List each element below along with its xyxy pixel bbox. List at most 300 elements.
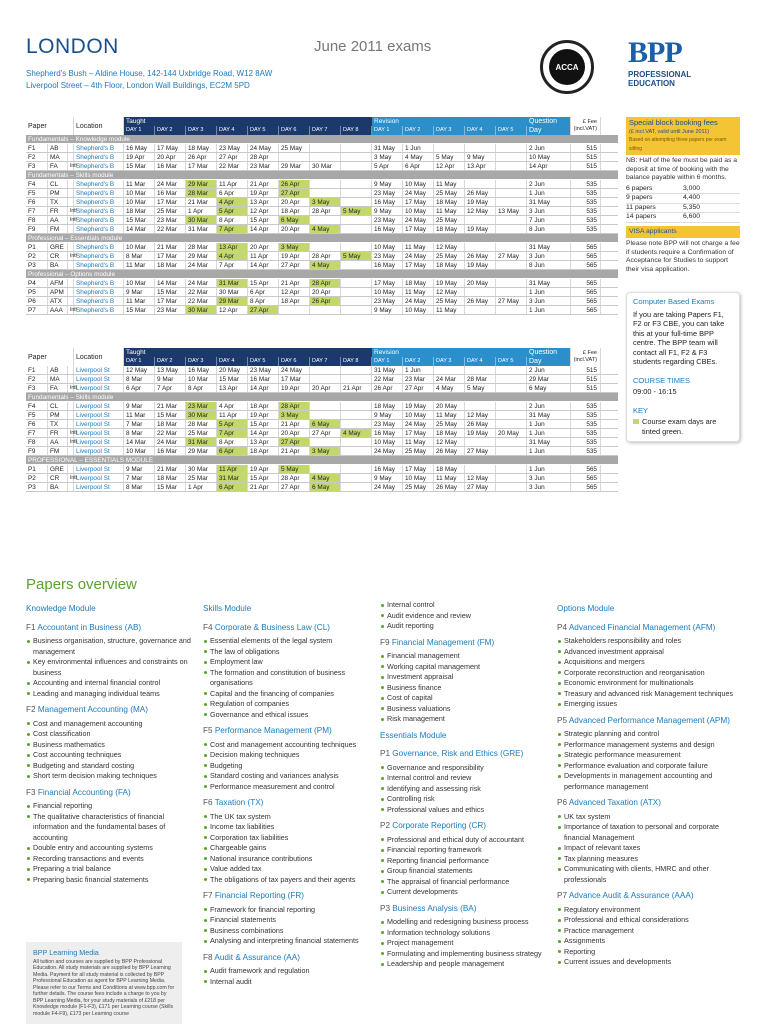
revision-day: 10 May xyxy=(372,243,403,251)
taught-day: 17 Mar xyxy=(155,252,186,260)
taught-day: 13 May xyxy=(155,366,186,374)
revision-day: 10 May xyxy=(403,411,434,419)
paper-name: FR xyxy=(48,207,68,215)
taught-day: 11 Apr xyxy=(217,465,248,473)
revision-day: 12 May xyxy=(434,288,465,296)
taught-day: 4 Apr xyxy=(217,252,248,260)
table-row xyxy=(26,153,618,162)
fee: 535 xyxy=(571,198,601,206)
module-title: Skills Module xyxy=(203,604,252,613)
revision-day: 23 May xyxy=(372,216,403,224)
taught-day: 5 May xyxy=(341,207,372,215)
fee-papers: 14 papers xyxy=(626,213,657,220)
paper-heading-name: Accountant in Business (AB) xyxy=(37,622,142,632)
revision-day: 25 May xyxy=(434,297,465,305)
table-row xyxy=(26,198,618,207)
paper-heading-name: Audit & Assurance (AA) xyxy=(214,952,300,962)
location: Liverpool St xyxy=(74,375,124,383)
visa-text: Please note BPP will not charge a fee if students require a Confirmation of Acceptance for Studies to support their visa application. xyxy=(626,240,740,273)
taught-day: 14 Mar xyxy=(124,438,155,446)
paper-code: F7 xyxy=(26,207,48,215)
table-row xyxy=(26,189,618,198)
paper-code: F8 xyxy=(26,438,48,446)
paper-name: APM xyxy=(48,288,68,296)
revision-day: 12 Apr xyxy=(434,162,465,170)
paper-code: F1 xyxy=(26,144,48,152)
revision-day: 28 Mar xyxy=(465,375,496,383)
header-taught-day: DAY 3 xyxy=(186,126,217,135)
taught-day: 21 Apr xyxy=(279,420,310,428)
bullet-item: Importance of taxation to personal and corporate financial Management xyxy=(557,822,747,843)
paper-heading-code: F7 xyxy=(203,891,213,900)
taught-day: 27 Apr xyxy=(279,261,310,269)
location: Liverpool St xyxy=(74,366,124,374)
taught-day: 21 Mar xyxy=(155,402,186,410)
bullet-item: The qualitative characteristics of financial information and the fundamental bases of accounting xyxy=(26,812,196,844)
revision-day: 16 May xyxy=(372,225,403,233)
paper-name: CR xyxy=(48,474,68,482)
taught-day xyxy=(310,180,341,188)
bullet-item: Risk management xyxy=(380,714,550,725)
bullet-item: Internal control xyxy=(380,600,550,611)
taught-day: 28 Mar xyxy=(186,420,217,428)
taught-day: 6 May xyxy=(310,420,341,428)
paper-code: P1 xyxy=(26,243,48,251)
revision-day xyxy=(465,306,496,314)
revision-day: 3 May xyxy=(372,153,403,161)
bullet-item: Developments in management accounting and performance management xyxy=(557,771,747,792)
header-revision xyxy=(372,348,527,366)
taught-day: 15 Apr xyxy=(248,279,279,287)
table-row xyxy=(26,225,618,234)
taught-day: 28 Mar xyxy=(186,189,217,197)
fee: 535 xyxy=(571,207,601,215)
taught-day: 14 Mar xyxy=(155,279,186,287)
bullet-item: Professional values and ethics xyxy=(380,805,550,816)
taught-day: 8 Apr xyxy=(248,297,279,305)
paper-heading-code: F4 xyxy=(203,622,213,632)
taught-day xyxy=(341,483,372,491)
revision-day: 16 May xyxy=(372,465,403,473)
fee: 515 xyxy=(571,162,601,170)
taught-day: 14 Apr xyxy=(248,384,279,392)
taught-day: 6 Apr xyxy=(217,189,248,197)
addresses xyxy=(26,68,272,92)
header-taught-day: DAY 2 xyxy=(155,126,186,135)
paper-heading xyxy=(557,716,747,727)
bullet-item: Analysing and interpreting financial statements xyxy=(203,936,373,947)
taught-day: 23 Mar xyxy=(186,402,217,410)
taught-day: 10 Mar xyxy=(124,447,155,455)
taught-day: 17 Mar xyxy=(155,297,186,305)
question-day: 1 Jun xyxy=(527,429,571,437)
header-revision-day: DAY 3 xyxy=(434,126,465,135)
header-revision-day: DAY 5 xyxy=(496,357,527,366)
bullet-item: Strategic planning and control xyxy=(557,729,747,740)
location: Shepherd's B xyxy=(74,225,124,233)
cbe-box xyxy=(626,292,740,442)
taught-day: 18 Mar xyxy=(124,207,155,215)
bullet-item: Audit framework and regulation xyxy=(203,966,373,977)
fees-table xyxy=(626,185,740,223)
bullet-item: Working capital management xyxy=(380,662,550,673)
taught-day: 7 Apr xyxy=(217,225,248,233)
revision-day: 11 May xyxy=(434,207,465,215)
paper-heading-name: Management Accounting (MA) xyxy=(37,705,148,714)
bullet-item: The UK tax system xyxy=(203,812,373,823)
revision-day xyxy=(496,411,527,419)
paper-heading xyxy=(203,891,373,902)
bullet-item: Income tax liabilities xyxy=(203,822,373,833)
revision-day xyxy=(434,366,465,374)
paper-heading-name: Taxation (TX) xyxy=(214,798,264,807)
taught-day: 13 Apr xyxy=(217,384,248,392)
paper-heading xyxy=(557,891,747,902)
paper-name: FM xyxy=(48,225,68,233)
taught-day: 16 May xyxy=(124,144,155,152)
revision-day: 26 May xyxy=(465,420,496,428)
taught-day: 21 Apr xyxy=(248,180,279,188)
bullet-item: Performance measurement and control xyxy=(203,782,373,793)
fee: 535 xyxy=(571,447,601,455)
special-fees-note: (£ incl.VAT, valid until June 2011) xyxy=(629,128,710,135)
taught-day xyxy=(341,306,372,314)
bullet-item: Controlling risk xyxy=(380,794,550,805)
paper-heading-code: P6 xyxy=(557,798,568,807)
revision-day: 24 May xyxy=(403,420,434,428)
taught-day: 15 Mar xyxy=(124,162,155,170)
revision-day: 27 Apr xyxy=(403,384,434,392)
paper-heading-name: Governance, Risk and Ethics (GRE) xyxy=(392,749,524,758)
revision-day: 20 May xyxy=(465,279,496,287)
revision-day: 23 May xyxy=(372,252,403,260)
taught-day: 18 May xyxy=(186,144,217,152)
revision-day: 19 May xyxy=(434,279,465,287)
bullet-item: Preparing basic financial statements xyxy=(26,875,196,886)
paper-heading xyxy=(557,623,747,634)
revision-day: 26 May xyxy=(434,483,465,491)
paper-intl: Intl xyxy=(70,475,77,481)
taught-day: 16 Mar xyxy=(155,162,186,170)
taught-day: 3 May xyxy=(310,447,341,455)
paper-heading-code: F2 xyxy=(26,705,36,714)
revision-day: 11 May xyxy=(403,438,434,446)
fee-papers: 9 papers xyxy=(626,194,653,201)
taught-day xyxy=(341,411,372,419)
fee: 535 xyxy=(571,411,601,419)
revision-day: 9 May xyxy=(372,411,403,419)
fee-row xyxy=(626,213,740,223)
header-revision xyxy=(372,117,527,135)
paper-code: P2 xyxy=(26,252,48,260)
location: Shepherd's B xyxy=(74,243,124,251)
revision-day xyxy=(496,216,527,224)
papers-overview-title: Papers overview xyxy=(26,576,137,593)
revision-day xyxy=(496,420,527,428)
taught-day: 26 Apr xyxy=(186,153,217,161)
address-liverpool-street: Liverpool Street – 4th Floor, London Wall Buildings, EC2M 5PD xyxy=(26,81,250,90)
revision-day: 11 May xyxy=(434,474,465,482)
paper-name: AB xyxy=(48,144,68,152)
paper-name: AB xyxy=(48,366,68,374)
paper-heading-code: P5 xyxy=(557,715,568,725)
taught-day: 15 Mar xyxy=(155,411,186,419)
header-revision-day: DAY 5 xyxy=(496,126,527,135)
question-day: 1 Jun xyxy=(527,465,571,473)
fee: 515 xyxy=(571,384,601,392)
taught-day xyxy=(341,225,372,233)
bullet-item: Standard costing and variances analysis xyxy=(203,771,373,782)
bullet-item: Corporate reconstruction and reorganisation xyxy=(557,668,747,679)
paper-name: PM xyxy=(48,411,68,419)
learning-media-title: BPP Learning Media xyxy=(33,948,99,957)
paper-heading-name: Advanced Taxation (ATX) xyxy=(568,798,661,807)
bullet-item: Business mathematics xyxy=(26,740,196,751)
revision-day xyxy=(465,366,496,374)
header-location: Location xyxy=(74,117,124,135)
taught-day: 14 Apr xyxy=(248,429,279,437)
taught-day: 24 Mar xyxy=(186,279,217,287)
taught-day: 5 May xyxy=(341,252,372,260)
revision-day: 18 May xyxy=(403,279,434,287)
fee: 535 xyxy=(571,216,601,224)
bullet-item: Financial reporting framework xyxy=(380,845,550,856)
revision-day xyxy=(465,216,496,224)
paper-name: AAA xyxy=(48,306,68,314)
taught-day xyxy=(341,420,372,428)
revision-day: 11 May xyxy=(434,306,465,314)
taught-day: 24 Mar xyxy=(155,180,186,188)
revision-day: 24 May xyxy=(403,297,434,305)
paper-code: P3 xyxy=(26,483,48,491)
paper-heading-name: Performance Management (PM) xyxy=(214,726,332,735)
bullet-item: Business valuations xyxy=(380,704,550,715)
revision-day: 31 May xyxy=(372,366,403,374)
paper-name: AFM xyxy=(48,279,68,287)
taught-day: 17 Mar xyxy=(186,162,217,170)
header-taught xyxy=(124,348,372,366)
header-revision-days xyxy=(372,357,527,366)
paper-intl: Intl xyxy=(70,163,77,169)
paper-code: P1 xyxy=(26,465,48,473)
bullet-item: Governance and ethical issues xyxy=(203,710,373,721)
bullet-item: Short term decision making techniques xyxy=(26,771,196,782)
fee-papers: 11 papers xyxy=(626,203,656,211)
revision-day: 19 May xyxy=(465,225,496,233)
header-taught-day: DAY 8 xyxy=(341,126,372,135)
bullet-item: Reporting financial performance xyxy=(380,856,550,867)
taught-day xyxy=(341,366,372,374)
revision-day: 12 May xyxy=(465,207,496,215)
paper-heading xyxy=(380,904,550,915)
taught-day: 19 Apr xyxy=(248,189,279,197)
taught-day: 9 Mar xyxy=(124,288,155,296)
revision-day xyxy=(496,243,527,251)
taught-day: 25 May xyxy=(279,144,310,152)
revision-day xyxy=(496,180,527,188)
header-taught xyxy=(124,117,372,135)
table-row xyxy=(26,297,618,306)
bullet-item: Cost and management accounting xyxy=(26,719,196,730)
revision-day: 18 May xyxy=(434,225,465,233)
taught-day: 13 Apr xyxy=(248,438,279,446)
fee: 565 xyxy=(571,474,601,482)
taught-day: 11 Mar xyxy=(124,411,155,419)
bullet-item: Identifying and assessing risk xyxy=(380,784,550,795)
taught-day: 16 May xyxy=(186,366,217,374)
bullet-item: Professional and ethical considerations xyxy=(557,915,747,926)
question-day: 14 Apr xyxy=(527,162,571,170)
taught-day: 13 Apr xyxy=(248,198,279,206)
paper-name: FA xyxy=(48,162,68,170)
paper-name: CR xyxy=(48,252,68,260)
taught-day: 5 Apr xyxy=(217,207,248,215)
header-taught-day: DAY 6 xyxy=(279,126,310,135)
revision-day: 25 May xyxy=(434,252,465,260)
header-fee: £ Fee (incl.VAT) xyxy=(571,117,601,135)
taught-day: 18 Mar xyxy=(155,420,186,428)
location: Shepherd's B xyxy=(74,288,124,296)
taught-day: 20 Apr xyxy=(310,288,341,296)
taught-day: 15 Apr xyxy=(248,216,279,224)
taught-day xyxy=(310,366,341,374)
taught-day xyxy=(310,375,341,383)
sidebar xyxy=(626,117,740,442)
revision-day xyxy=(496,438,527,446)
header-taught-day: DAY 2 xyxy=(155,357,186,366)
bullet-item: Reporting xyxy=(557,947,747,958)
taught-day: 18 Mar xyxy=(155,474,186,482)
revision-day: 12 May xyxy=(434,438,465,446)
bullet-item: UK tax system xyxy=(557,812,747,823)
revision-day: 5 May xyxy=(465,384,496,392)
paper-code: F8 xyxy=(26,216,48,224)
question-day: 31 May xyxy=(527,411,571,419)
revision-day: 5 Apr xyxy=(372,162,403,170)
taught-day: 26 Apr xyxy=(310,297,341,305)
revision-day: 19 May xyxy=(465,429,496,437)
revision-day: 23 May xyxy=(372,297,403,305)
taught-day: 13 Apr xyxy=(217,243,248,251)
revision-day: 27 May xyxy=(496,252,527,260)
table-row xyxy=(26,375,618,384)
taught-day: 29 Mar xyxy=(186,252,217,260)
taught-day: 15 Mar xyxy=(155,288,186,296)
revision-day: 12 May xyxy=(465,474,496,482)
table-section-row: Fundamentals – Skills module xyxy=(26,393,618,402)
paper-heading xyxy=(26,623,196,634)
taught-day: 15 Mar xyxy=(124,216,155,224)
revision-day: 27 May xyxy=(465,447,496,455)
table-row xyxy=(26,366,618,375)
bullet-item: Essential elements of the legal system xyxy=(203,636,373,647)
revision-day: 25 May xyxy=(434,420,465,428)
taught-day: 30 Mar xyxy=(186,216,217,224)
header-taught-day: DAY 3 xyxy=(186,357,217,366)
taught-day: 30 Mar xyxy=(186,411,217,419)
taught-day: 19 Apr xyxy=(279,252,310,260)
bullet-item: Assignments xyxy=(557,936,747,947)
bullet-item: Cost accounting techniques xyxy=(26,750,196,761)
revision-day: 4 May xyxy=(403,153,434,161)
taught-day: 6 Apr xyxy=(217,483,248,491)
question-day: 1 Jun xyxy=(527,447,571,455)
taught-day: 11 Apr xyxy=(217,180,248,188)
location: Liverpool St xyxy=(74,474,124,482)
header-taught-day: DAY 1 xyxy=(124,126,155,135)
taught-day: 12 May xyxy=(124,366,155,374)
taught-day: 4 May xyxy=(310,225,341,233)
revision-day xyxy=(496,366,527,374)
taught-day: 17 May xyxy=(155,144,186,152)
paper-name: BA xyxy=(48,261,68,269)
paper-code: F9 xyxy=(26,225,48,233)
revision-day xyxy=(496,447,527,455)
cbe-title: Computer Based Exams xyxy=(633,297,715,306)
paper-heading-code: F9 xyxy=(380,637,390,647)
paper-heading-name: Financial Accounting (FA) xyxy=(37,787,131,797)
bullet-item: Stakeholders responsibility and roles xyxy=(557,636,747,647)
revision-day: 27 May xyxy=(465,483,496,491)
taught-day: 16 Mar xyxy=(248,375,279,383)
table-section-row: Fundamentals – Knowledge module xyxy=(26,135,618,144)
header-taught-day: DAY 7 xyxy=(310,126,341,135)
revision-day: 4 May xyxy=(434,384,465,392)
question-day: 31 May xyxy=(527,243,571,251)
header-taught-day: DAY 4 xyxy=(217,357,248,366)
bullet-item: Formulating and implementing business strategy xyxy=(380,949,550,960)
paper-heading-code: P2 xyxy=(380,821,391,830)
revision-day xyxy=(465,144,496,152)
bullet-item: Group financial statements xyxy=(380,866,550,877)
taught-day xyxy=(341,297,372,305)
overview-column-essentials xyxy=(380,600,550,970)
revision-day xyxy=(496,306,527,314)
bullet-item: The law of obligations xyxy=(203,647,373,658)
location: Liverpool St xyxy=(74,429,124,437)
key-swatch xyxy=(633,419,639,424)
taught-day: 21 Apr xyxy=(279,447,310,455)
bullet-item: Audit reporting xyxy=(380,621,550,632)
paper-name: PM xyxy=(48,189,68,197)
revision-day: 11 May xyxy=(403,243,434,251)
taught-day xyxy=(341,144,372,152)
paper-code: F1 xyxy=(26,366,48,374)
taught-day xyxy=(341,375,372,383)
table-row xyxy=(26,474,618,483)
learning-media-text: All tuition and courses are supplied by BPP Professional Education. All study materials are supplied by BPP Learning Media. Payment for all study material is collected by BPP Professional Education as agent for BPP Learning Media. Please refer to our Terms and Conditions at www.bpp.com for further details. The course fees include a charge to you by BPP Learning Media, for your study materials of £218 per Knowledge module (F1-F3), £171 per Learning course (Skills module F4-F9), £173 per Learning course xyxy=(33,958,175,1017)
bullet-item: Economic environment for multinationals xyxy=(557,678,747,689)
table-row xyxy=(26,411,618,420)
bullet-item: Regulation of companies xyxy=(203,699,373,710)
revision-day: 24 May xyxy=(403,252,434,260)
header-revision-day: DAY 4 xyxy=(465,357,496,366)
taught-day xyxy=(310,144,341,152)
bullet-item: Double entry and accounting systems xyxy=(26,843,196,854)
fee-papers: 6 papers xyxy=(626,184,653,192)
taught-day: 17 Mar xyxy=(155,198,186,206)
header-location: Location xyxy=(74,348,124,366)
bullet-item: Value added tax xyxy=(203,864,373,875)
table-row xyxy=(26,180,618,189)
fee-row xyxy=(626,204,740,214)
question-day: 1 Jun xyxy=(527,189,571,197)
question-day: 1 Jun xyxy=(527,288,571,296)
revision-day: 9 May xyxy=(372,207,403,215)
taught-day: 28 Mar xyxy=(186,243,217,251)
question-day: 31 May xyxy=(527,279,571,287)
revision-day xyxy=(496,384,527,392)
